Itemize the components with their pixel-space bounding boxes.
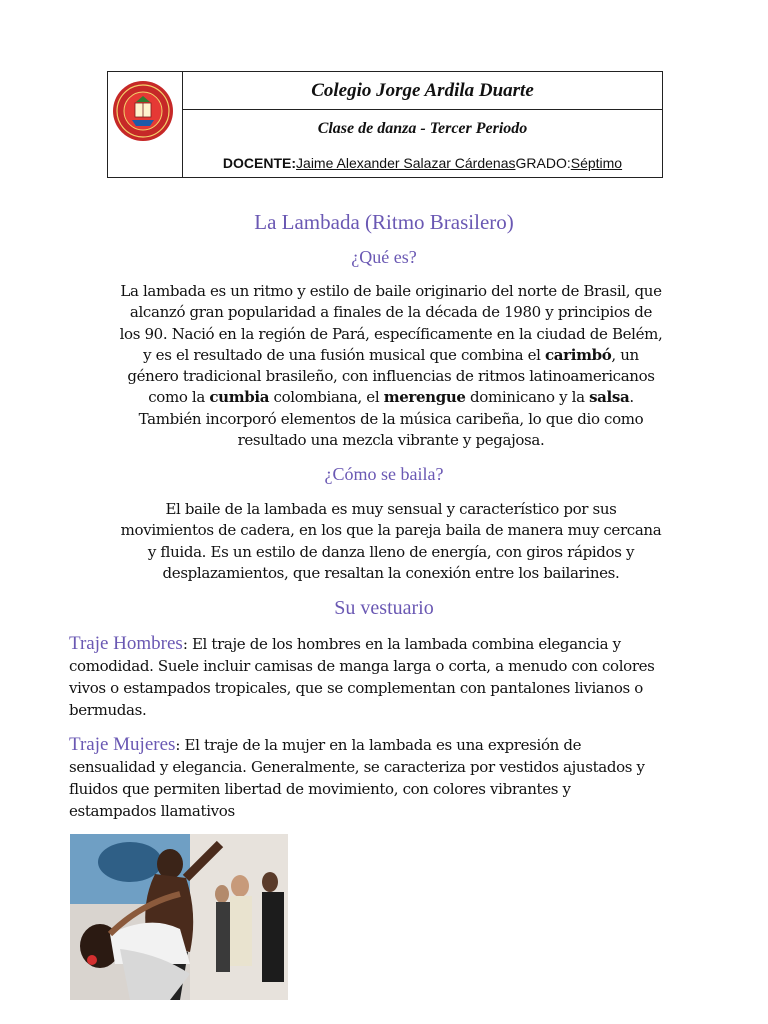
traje-mujeres-text: : El traje de la mujer en la lambada es una expresión de sensualidad y elegancia. Generalmente, se caracteriza por vestidos ajustados y fluidos que permiten libertad de movimiento, con colores vibrantes y estampados llamativos — [69, 736, 645, 820]
paragraph-como-se-baila: El baile de la lambada es muy sensual y característico por sus movimientos de cadera, en los que la pareja baila de manera muy cercana y fluida. Es un estilo de danza lleno de energía, con giros rápidos y desplazamientos, que resaltan la conexión entre los bailarines. — [120, 500, 662, 582]
school-name: Colegio Jorge Ardila Duarte — [183, 72, 662, 110]
page-title: La Lambada (Ritmo Brasilero) — [254, 210, 514, 234]
paragraph-traje-mujeres — [69, 734, 659, 822]
bold-term-merengue: merengue — [383, 388, 466, 407]
text-run: La lambada es un ritmo y estilo de baile originario del norte de Brasil, que alcanzó gran popularidad a finales de la década de 1980 y principios de los 90. Nació en la región de Pará, específicamente en la ciudad de Belém, y es el resultado de una fusión musical que combina el — [119, 282, 663, 364]
logo-cell — [108, 72, 183, 177]
grado-label: GRADO: — [515, 155, 571, 171]
class-line: Clase de danza - Tercer Periodo — [317, 120, 528, 137]
text-run: . También incorporó elementos de la música caribeña, lo que dio como resultado una mezcla vibrante y pegajosa. — [138, 388, 644, 450]
text-run: colombiana, el — [269, 388, 384, 407]
lambada-dancers-photo — [70, 834, 288, 1000]
bold-term-carimbo: carimbó — [545, 345, 612, 364]
text-run: , un género tradicional brasileño, con influencias de ritmos latinoamericanos como la — [127, 345, 655, 407]
heading-que-es: ¿Qué es? — [351, 247, 417, 267]
heading-vestuario: Su vestuario — [334, 597, 434, 619]
teacher-grade-line — [183, 149, 662, 177]
traje-hombres-text: : El traje de los hombres en la lambada combina elegancia y comodidad. Suele incluir camisas de manga larga o corta, a menudo con colores vivos o estampados tropicales, que se complementan con pantalones livianos o bermudas. — [69, 635, 655, 719]
dancers-illustration — [70, 834, 288, 1000]
grado-value: Séptimo — [570, 155, 623, 171]
bold-term-salsa: salsa — [589, 388, 630, 407]
traje-mujeres-label: Traje Mujeres — [69, 734, 176, 755]
paragraph-traje-hombres — [69, 633, 659, 721]
docente-name: Jaime Alexander Salazar Cárdenas — [296, 155, 516, 171]
school-seal-logo — [108, 72, 183, 177]
bold-term-cumbia: cumbia — [209, 388, 270, 407]
heading-como-se-baila: ¿Cómo se baila? — [324, 464, 444, 484]
docente-label: DOCENTE: — [222, 155, 297, 171]
text-run: dominicano y la — [465, 388, 590, 407]
header-table — [107, 71, 663, 178]
paragraph-que-es — [118, 281, 664, 451]
traje-hombres-label: Traje Hombres — [69, 633, 183, 654]
